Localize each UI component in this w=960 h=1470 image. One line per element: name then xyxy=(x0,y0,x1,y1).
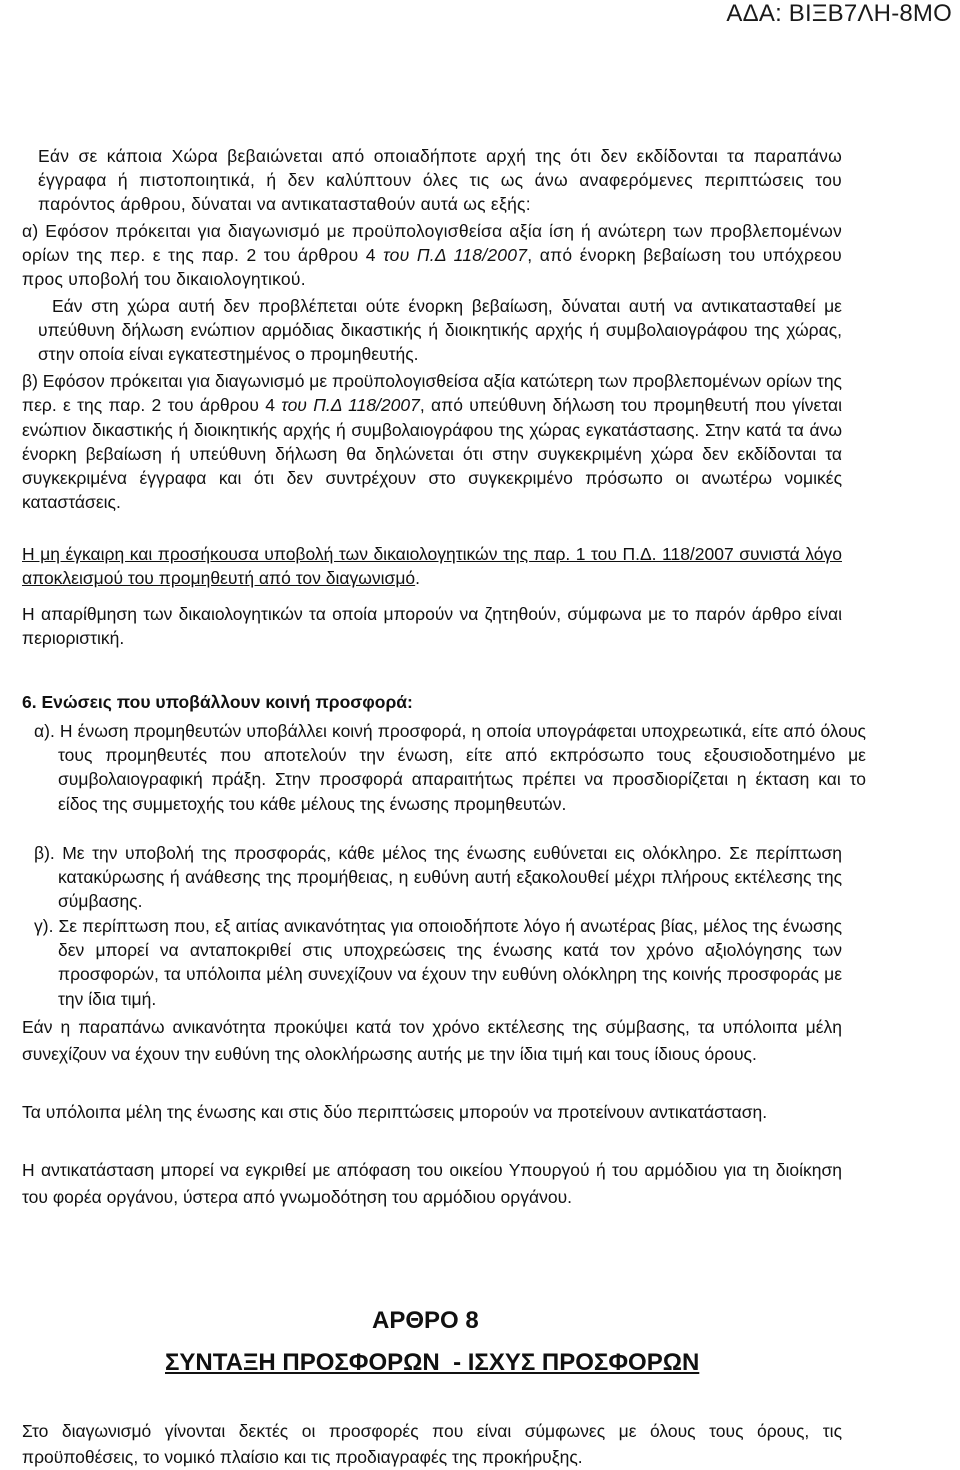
paragraph-intro xyxy=(38,144,842,217)
paragraph-exec-text: Εάν η παραπάνω ανικανότητα προκύψει κατά τον χρόνο εκτέλεσης της σύμβασης, τα υπόλοιπα μέλη συνεχίζουν να έχουν την ευθύνη της ολοκλήρωσης αυτής με την ίδια τιμή και τους ίδιους όρους. xyxy=(22,1017,842,1064)
section6-c xyxy=(34,914,842,1011)
untimely-text: Η μη έγκαιρη και προσήκουσα υποβολή των δικαιολογητικών της παρ. 1 του Π.Δ. 118/2007 συνιστά λόγο αποκλεισμού του προμηθευτή από τον διαγωνισμό xyxy=(22,544,842,589)
paragraph-replace-text: Η αντικατάσταση μπορεί να εγκριθεί με απόφαση του οικείου Υπουργού ή του αρμόδιου για τη διοίκηση του φορέα οργάνου, ύστερα από γνωμοδότηση του αρμόδιου οργάνου. xyxy=(22,1160,842,1207)
article8-body xyxy=(22,1418,842,1470)
article8-body-text: Στο διαγωνισμό γίνονται δεκτές οι προσφορές που είναι σύμφωνες με όλους τους όρους, τις προϋποθέσεις, το νομικό πλαίσιο και τις προδιαγραφές της προκήρυξης. xyxy=(22,1421,842,1467)
section6-a-text: α). Η ένωση προμηθευτών υποβάλλει κοινή προσφορά, η οποία υπογράφεται υποχρεωτικά, είτε από όλους τους προμηθευτές που αποτελούν την ένωση, είτε από εκπρόσωπο τους εξουσιοδοτημένο με συμβολαιογραφική πράξη. Στην προσφορά απαραιτήτως πρέπει να προσδιορίζεται η έκταση και το είδος της συμμετοχής του κάθε μέλους της ένωσης προμηθευτών. xyxy=(34,721,866,814)
article8-number: ΑΡΘΡΟ 8 xyxy=(372,1307,479,1334)
untimely-submission xyxy=(22,542,842,590)
clause-a-text: α) Εφόσον πρόκειται για διαγωνισμό με προϋπολογισθείσα αξία ίση ή ανώτερη των προβλεπομένων ορίων της περ. ε της παρ. 2 του άρθρου 4 xyxy=(22,221,842,266)
section6-title: 6. Ενώσεις που υποβάλλουν κοινή προσφορά: xyxy=(22,692,413,712)
section6-b-text: β). Με την υποβολή της προσφοράς, κάθε μέλος της ένωσης ευθύνεται εις ολόκληρο. Σε περίπτωση κατακύρωσης ή ανάθεσης της προμήθειας, η ευθύνη αυτή εξακολουθεί μέχρι πλήρους εκτέλεσης της σύμβασης. xyxy=(34,843,842,912)
clause-a-end: , από ένορκη βεβαίωση του υπόχρεου προς υποβολή του δικαιολογητικού. xyxy=(22,245,842,290)
clause-a-ref: του Π.Δ 118/2007 xyxy=(383,245,528,266)
article8-title: ΣΥΝΤΑΞΗ ΠΡΟΣΦΟΡΩΝ - ΙΣΧΥΣ ΠΡΟΣΦΟΡΩΝ xyxy=(165,1349,700,1376)
clause-b xyxy=(22,369,842,515)
paragraph-rest-text: Τα υπόλοιπα μέλη της ένωσης και στις δύο περιπτώσεις μπορούν να προτείνουν αντικατάσταση. xyxy=(22,1102,768,1122)
section6-b xyxy=(34,841,842,914)
paragraph-rest xyxy=(22,1099,842,1126)
section6-a xyxy=(34,719,866,816)
clause-a2 xyxy=(38,294,842,367)
clause-b-end: , από υπεύθυνη δήλωση του προμηθευτή που γίνεται ενώπιον δικαστικής ή διοικητικής αρχής ή συμβολαιογράφου της χώρας εγκατάστασης. Στην κατά τα άνω ένορκη βεβαίωση ή υπεύθυνη δήλωση θα δηλώνεται ότι στην συγκεκριμένη χώρα δεν εκδίδονται τα συγκεκριμένα έγγραφα και ότι δεν συντρέχουν στο συγκεκριμένο πρόσωπο οι ανωτέρω νομικές καταστάσεις. xyxy=(22,395,843,513)
clause-a xyxy=(22,219,842,292)
clause-a2-text: Εάν στη χώρα αυτή δεν προβλέπεται ούτε ένορκη βεβαίωση, δύναται αυτή να αντικατασταθεί με υπεύθυνη δήλωση ενώπιον αρμόδιας δικαστικής ή διοικητικής αρχής ή συμβολαιογράφου της χώρας, στην οποία είναι εγκατεστημένος ο προμηθευτής. xyxy=(38,296,842,365)
paragraph-replace xyxy=(22,1157,842,1210)
restrictive-text: Η απαρίθμηση των δικαιολογητικών τα οποία μπορούν να ζητηθούν, σύμφωνα με το παρόν άρθρο είναι περιοριστική. xyxy=(22,604,842,649)
paragraph-exec xyxy=(22,1014,842,1067)
intro-text: Εάν σε κάποια Χώρα βεβαιώνεται από οποιαδήποτε αρχή της ότι δεν εκδίδονται τα παραπάνω έγγραφα ή πιστοποιητικά, ή δεν καλύπτουν όλες τις ως άνω αναφερόμενες περιπτώσεις του παρόντος άρθρου, δύναται να αντικατασταθούν αυτά ως εξής: xyxy=(38,146,842,215)
untimely-dot: . xyxy=(415,568,421,589)
section6-c-text: γ). Σε περίπτωση που, εξ αιτίας ανικανότητας για οποιοδήποτε λόγο ή ανωτέρας βίας, μέλος της ένωσης δεν μπορεί να ανταποκριθεί στις υποχρεώσεις της ένωσης κατά τον χρόνο αξιολόγησης των προσφορών, τα υπόλοιπα μέλη συνεχίζουν να έχουν την ευθύνη ολόκληρη της κοινής προσφοράς με την ίδια τιμή. xyxy=(34,916,842,1009)
ada-header: ΑΔΑ: ΒΙΞΒ7ΛΗ-8ΜΟ xyxy=(726,0,952,27)
clause-b-ref: του Π.Δ 118/2007 xyxy=(281,395,420,416)
clause-b-text: β) Εφόσον πρόκειται για διαγωνισμό με προϋπολογισθείσα αξία κατώτερη των προβλεπομένων ορίων της περ. ε της παρ. 2 του άρθρου 4 xyxy=(22,371,842,416)
restrictive-list xyxy=(22,602,842,650)
